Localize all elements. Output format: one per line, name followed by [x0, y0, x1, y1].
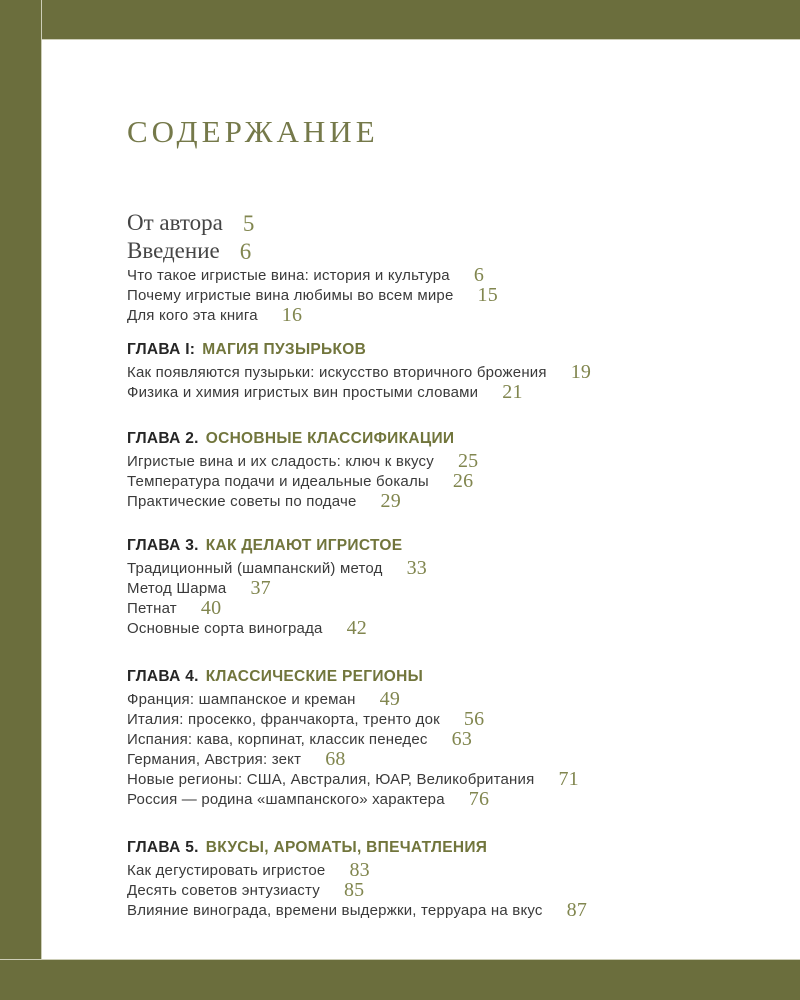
toc-content — [127, 40, 770, 959]
toc-chapter-1 — [127, 339, 770, 402]
toc-entry — [127, 880, 770, 900]
chapter-title: КЛАССИЧЕСКИЕ РЕГИОНЫ — [205, 668, 424, 685]
entry-label: Метод Шарма — [127, 580, 227, 597]
entry-label: Что такое игристые вина: история и культура — [127, 267, 450, 284]
entry-label: Влияние винограда, времени выдержки, терруара на вкус — [127, 902, 543, 919]
entry-page-number: 21 — [502, 381, 523, 403]
entry-page-number: 6 — [473, 264, 485, 286]
entry-page-number: 26 — [452, 470, 474, 492]
entry-page-number: 15 — [477, 284, 498, 306]
chapter-heading — [127, 535, 770, 556]
toc-entry — [127, 789, 770, 809]
entry-page-number: 19 — [570, 361, 592, 383]
frame-left-band — [0, 0, 42, 1000]
entry-label: Франция: шампанское и креман — [127, 691, 356, 708]
frame-top-band — [0, 0, 800, 40]
toc-chapter-3 — [127, 535, 770, 638]
toc-entry — [127, 362, 770, 382]
chapter-title: ВКУСЫ, АРОМАТЫ, ВПЕЧАТЛЕНИЯ — [205, 839, 488, 856]
toc-entry — [127, 265, 770, 285]
entry-label: Как появляются пузырьки: искусство вторичного брожения — [127, 364, 547, 381]
entry-page-number: 85 — [343, 879, 365, 901]
toc-entry — [127, 729, 770, 749]
entry-page-number: 76 — [468, 788, 490, 810]
entry-label: Россия — родина «шампанского» характера — [127, 791, 445, 808]
entry-label: Введение — [127, 238, 220, 263]
entry-page-number: 83 — [349, 859, 370, 881]
entry-label: Испания: кава, корпинат, классик пенедес — [127, 731, 428, 748]
entry-page-number: 5 — [242, 211, 255, 236]
entry-page-number: 25 — [457, 450, 479, 472]
entry-page-number: 63 — [451, 728, 473, 750]
entry-page-number: 6 — [239, 239, 252, 264]
entry-page-number: 37 — [250, 577, 271, 599]
chapter-number: ГЛАВА 3. — [127, 537, 199, 554]
entry-page-number: 49 — [379, 688, 401, 710]
toc-entry-serif — [127, 209, 770, 237]
entry-page-number: 33 — [406, 557, 427, 579]
toc-entry — [127, 491, 770, 511]
frame-bottom-band — [0, 959, 800, 1000]
toc-entry — [127, 598, 770, 618]
toc-entry — [127, 689, 770, 709]
entry-page-number: 87 — [566, 899, 588, 921]
toc-intro-section — [127, 209, 770, 325]
entry-label: Физика и химия игристых вин простыми словами — [127, 384, 479, 401]
entry-label: Игристые вина и их сладость: ключ к вкусу — [127, 453, 434, 470]
entry-label: Италия: просекко, франчакорта, тренто док — [127, 711, 440, 728]
entry-label: Германия, Австрия: зект — [127, 751, 302, 768]
toc-entry — [127, 769, 770, 789]
chapter-title: КАК ДЕЛАЮТ ИГРИСТОЕ — [205, 537, 403, 554]
entry-label: Новые регионы: США, Австралия, ЮАР, Великобритания — [127, 771, 535, 788]
entry-label: Температура подачи и идеальные бокалы — [127, 473, 429, 490]
toc-entry — [127, 558, 770, 578]
toc-entry — [127, 860, 770, 880]
entry-page-number: 29 — [380, 490, 401, 512]
entry-page-number: 71 — [558, 768, 579, 790]
chapter-number: ГЛАВА I: — [127, 341, 196, 358]
toc-entry — [127, 285, 770, 305]
entry-label: Как дегустировать игристое — [127, 862, 326, 879]
entry-page-number: 40 — [200, 597, 222, 619]
toc-entry — [127, 451, 770, 471]
entry-label: Практические советы по подаче — [127, 493, 357, 510]
chapter-heading — [127, 428, 770, 449]
toc-entry — [127, 471, 770, 491]
chapter-heading — [127, 837, 770, 858]
toc-entry — [127, 618, 770, 638]
toc-entry — [127, 900, 770, 920]
toc-entry — [127, 382, 770, 402]
toc-entry — [127, 305, 770, 325]
toc-chapter-2 — [127, 428, 770, 511]
chapter-number: ГЛАВА 2. — [127, 430, 199, 447]
chapter-title: ОСНОВНЫЕ КЛАССИФИКАЦИИ — [205, 430, 455, 447]
page-title: СОДЕРЖАНИЕ — [127, 114, 379, 149]
entry-label: Традиционный (шампанский) метод — [127, 560, 383, 577]
entry-page-number: 42 — [346, 617, 368, 639]
entry-page-number: 56 — [463, 708, 485, 730]
toc-entry — [127, 749, 770, 769]
chapter-number: ГЛАВА 4. — [127, 668, 199, 685]
toc-entry — [127, 578, 770, 598]
toc-chapter-4 — [127, 666, 770, 809]
chapter-title: МАГИЯ ПУЗЫРЬКОВ — [202, 341, 367, 358]
entry-label: От автора — [127, 210, 223, 235]
toc-entry — [127, 709, 770, 729]
entry-label: Основные сорта винограда — [127, 620, 323, 637]
chapter-number: ГЛАВА 5. — [127, 839, 199, 856]
entry-page-number: 16 — [281, 304, 303, 326]
chapter-heading — [127, 339, 770, 360]
entry-label: Десять советов энтузиасту — [127, 882, 320, 899]
toc-entry-serif — [127, 237, 770, 265]
toc-chapter-5 — [127, 837, 770, 920]
entry-label: Почему игристые вина любимы во всем мире — [127, 287, 454, 304]
entry-label: Для кого эта книга — [127, 307, 258, 324]
chapter-heading — [127, 666, 770, 687]
entry-label: Петнат — [127, 600, 177, 617]
entry-page-number: 68 — [325, 748, 346, 770]
